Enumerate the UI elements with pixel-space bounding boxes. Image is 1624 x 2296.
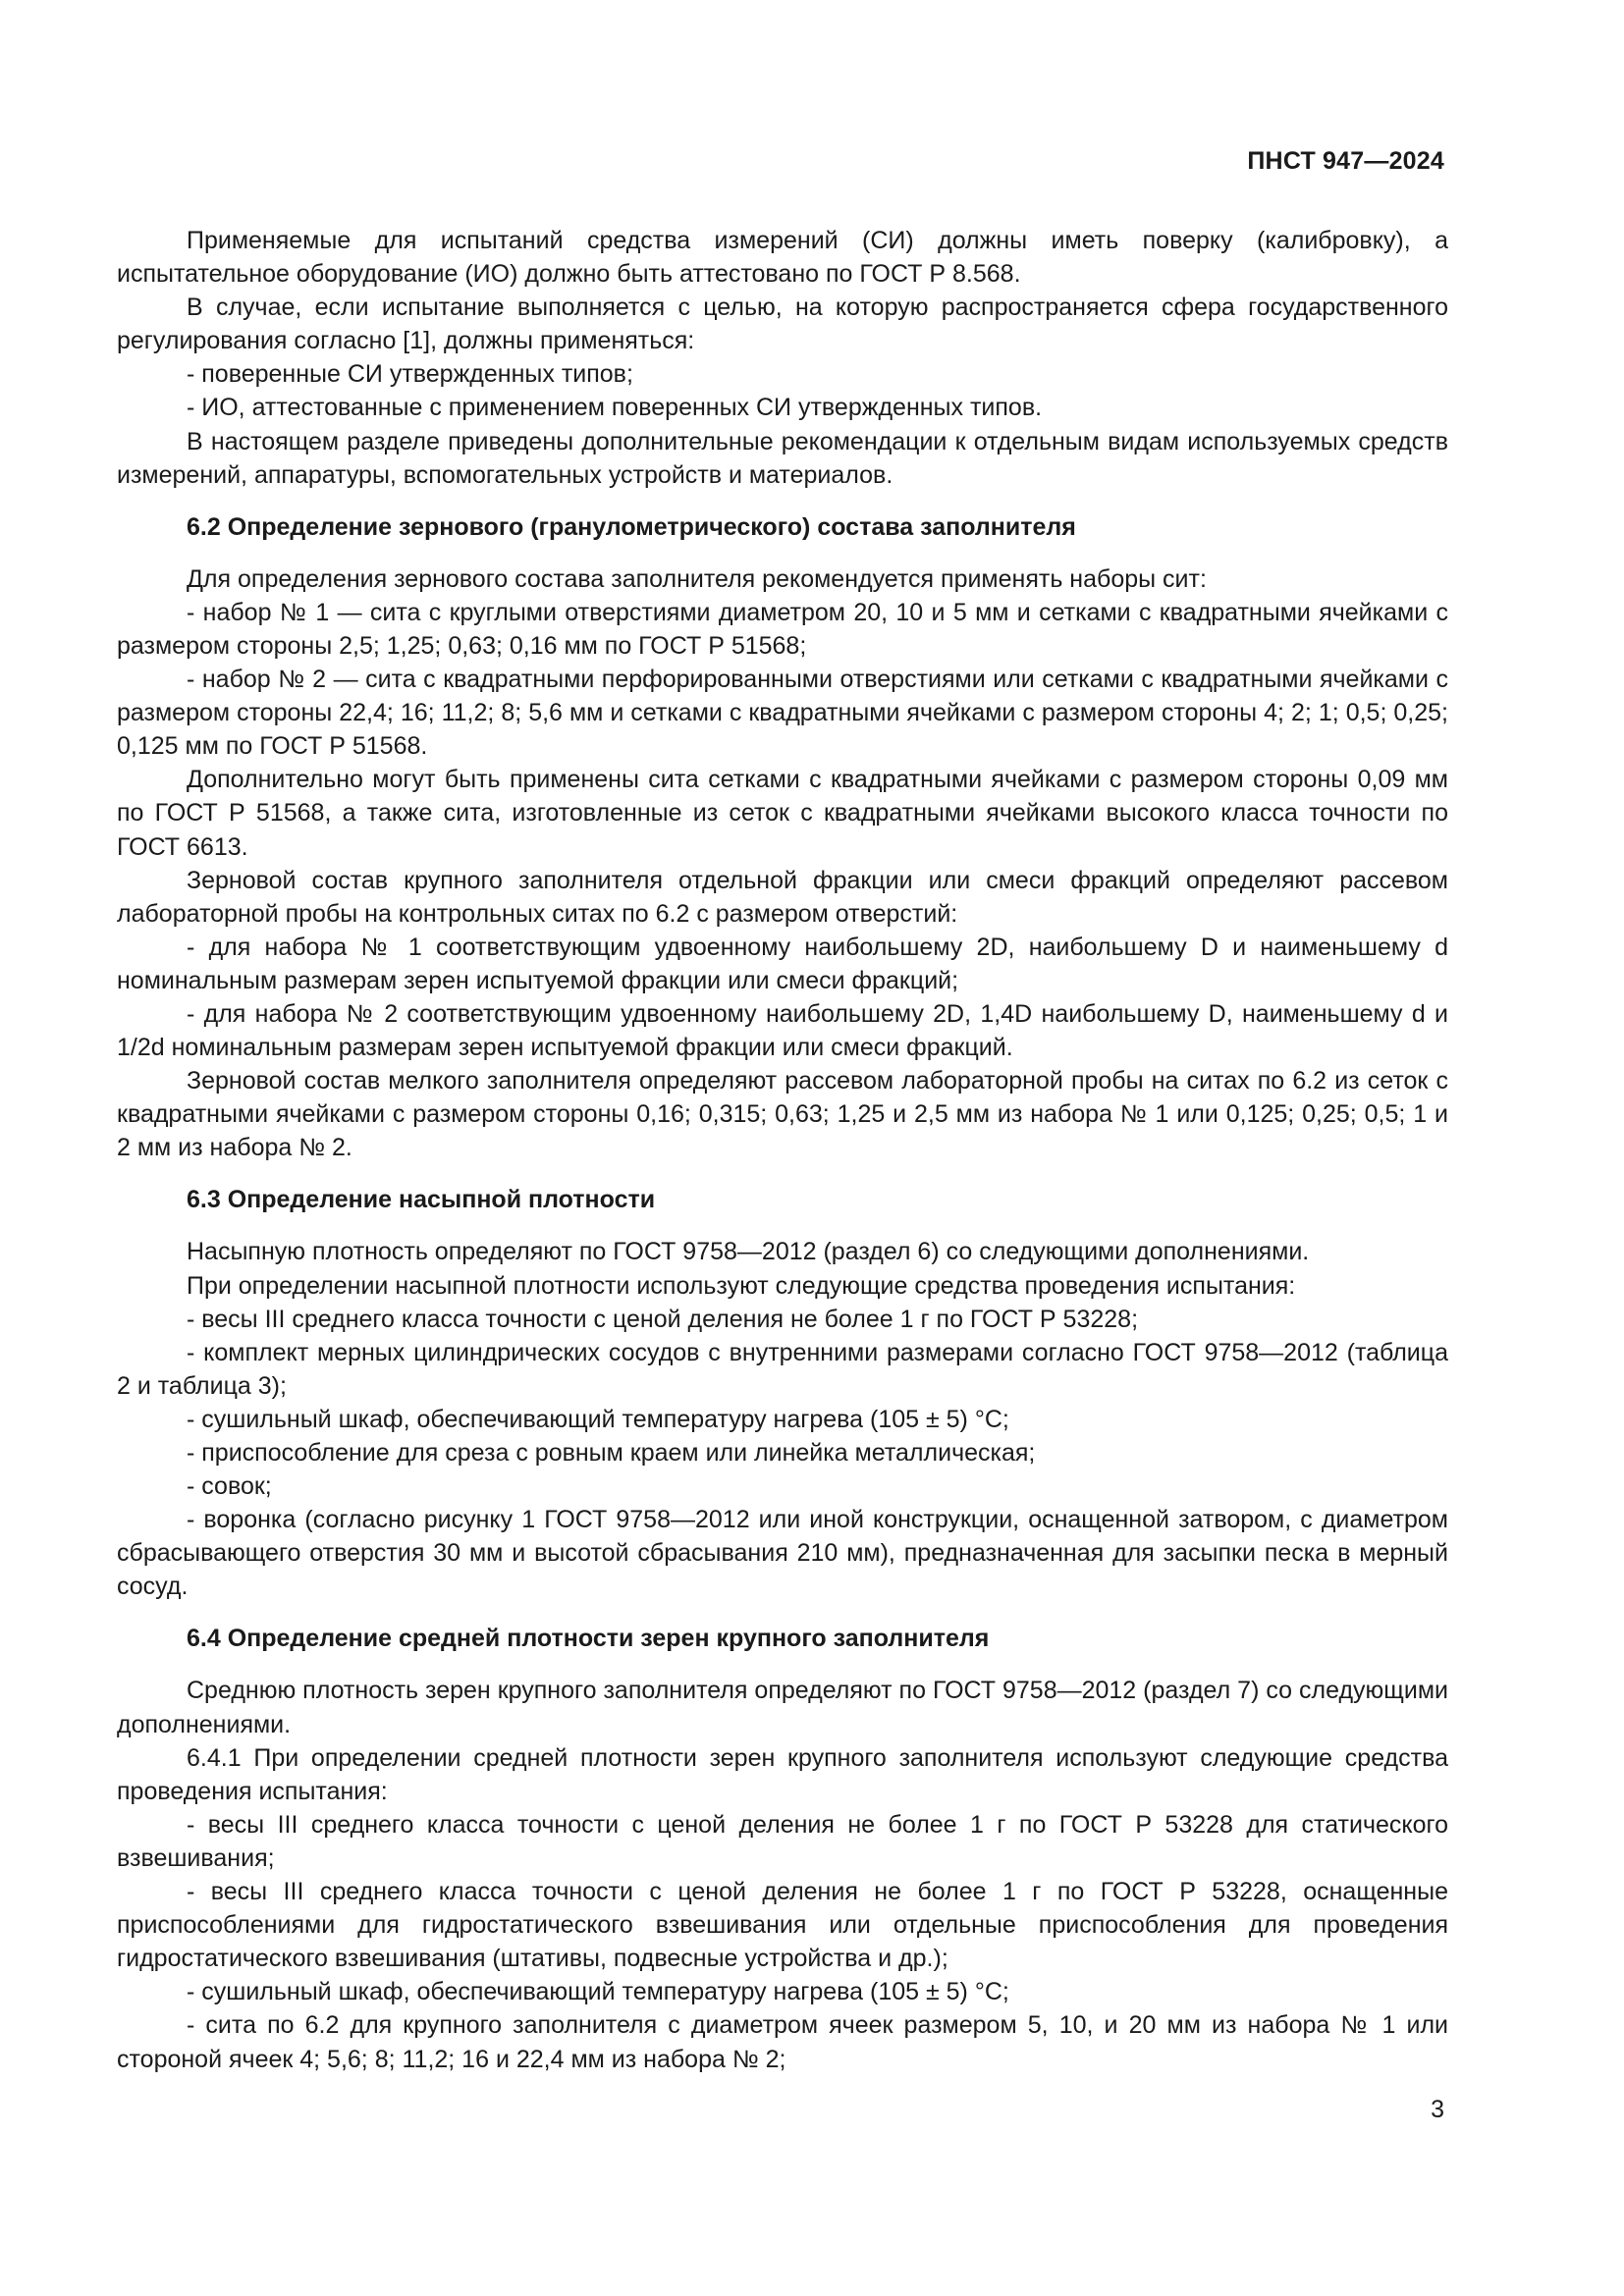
section-heading-6-2: 6.2 Определение зернового (гранулометрического) состава заполнителя: [187, 512, 1076, 541]
list-item: - набор № 1 — сита с круглыми отверстиями диаметром 20, 10 и 5 мм и сетками с квадратными ячейками с размером стороны 2,5; 1,25; 0,63; 0,16 мм по ГОСТ Р 51568;: [117, 598, 1448, 660]
paragraph: Применяемые для испытаний средства измерений (СИ) должны иметь поверку (калибровку), а испытательное оборудование (ИО) должно быть аттестовано по ГОСТ Р 8.568.: [117, 227, 1448, 289]
section-heading-6-3: 6.3 Определение насыпной плотности: [187, 1186, 656, 1214]
list-item: - весы III среднего класса точности с ценой деления не более 1 г по ГОСТ Р 53228, оснащенные приспособлениями для гидростатического взвешивания или отдельные приспособления для проведения гидростатического взвешивания (штативы, подвесные устройства и др.);: [117, 1878, 1448, 1973]
paragraph: Зерновой состав мелкого заполнителя определяют рассевом лабораторной пробы на ситах по 6.2 из сеток с квадратными ячейками с размером стороны 0,16; 0,315; 0,63; 1,25 и 2,5 мм из набора № 1 или 0,125; 0,25; 0,5; 1 и 2 мм из набора № 2.: [117, 1067, 1448, 1162]
paragraph: Среднюю плотность зерен крупного заполнителя определяют по ГОСТ 9758—2012 (раздел 7) со следующими дополнениями.: [117, 1677, 1448, 1738]
paragraph: Зерновой состав крупного заполнителя отдельной фракции или смеси фракций определяют рассевом лабораторной пробы на контрольных ситах по 6.2 с размером отверстий:: [117, 866, 1448, 928]
list-item: - сушильный шкаф, обеспечивающий температуру нагрева (105 ± 5) °С;: [187, 1978, 1009, 2006]
paragraph: При определении насыпной плотности используют следующие средства проведения испытания:: [187, 1271, 1296, 1300]
paragraph: В случае, если испытание выполняется с целью, на которую распространяется сфера государственного регулирования согласно [1], должны применяться:: [117, 294, 1448, 355]
list-item: - весы III среднего класса точности с ценой деления не более 1 г по ГОСТ Р 53228;: [187, 1305, 1139, 1333]
paragraph: Насыпную плотность определяют по ГОСТ 9758—2012 (раздел 6) со следующими дополнениями.: [187, 1238, 1310, 1266]
document-number: ПНСТ 947—2024: [1247, 147, 1444, 175]
list-item: - набор № 2 — сита с квадратными перфорированными отверстиями или сетками с квадратными ячейками с размером стороны 22,4; 16; 11,2; 8; 5,6 мм и сетками с квадратными ячейками с размером стороны 4; 2; 1; 0,5; 0,25; 0,125 мм по ГОСТ Р 51568.: [117, 666, 1448, 761]
section-heading-6-4: 6.4 Определение средней плотности зерен крупного заполнителя: [187, 1625, 990, 1653]
page-body: [117, 224, 1448, 2076]
list-item: - для набора № 2 соответствующим удвоенному наибольшему 2D, 1,4D наибольшему D, наименьшему d и 1/2d номинальным размерам зерен испытуемой фракции или смеси фракций.: [117, 999, 1448, 1062]
list-item: - сита по 6.2 для крупного заполнителя с диаметром ячеек размером 5, 10, и 20 мм из набора № 1 или стороной ячеек 4; 5,6; 8; 11,2; 16 и 22,4 мм из набора № 2;: [117, 2011, 1448, 2073]
list-item: - поверенные СИ утвержденных типов;: [187, 360, 633, 389]
page-number: 3: [1431, 2096, 1444, 2123]
list-item: - совок;: [187, 1472, 272, 1501]
list-item: - воронка (согласно рисунку 1 ГОСТ 9758—2012 или иной конструкции, оснащенной затвором, с диаметром сбрасывающего отверстия 30 мм и высотой сбрасывания 210 мм), предназначенная для засыпки песка в мерный сосуд.: [117, 1506, 1448, 1601]
list-item: - для набора № 1 соответствующим удвоенному наибольшему 2D, наибольшему D и наименьшему d номинальным размерам зерен испытуемой фракции или смеси фракций;: [117, 933, 1448, 994]
paragraph: Для определения зернового состава заполнителя рекомендуется применять наборы сит:: [187, 564, 1207, 593]
paragraph: В настоящем разделе приведены дополнительные рекомендации к отдельным видам используемых средств измерений, аппаратуры, вспомогательных устройств и материалов.: [117, 427, 1448, 489]
paragraph: Дополнительно могут быть применены сита сетками с квадратными ячейками с размером стороны 0,09 мм по ГОСТ Р 51568, а также сита, изготовленные из сеток с квадратными ячейками высокого класса точности по ГОСТ 6613.: [117, 766, 1448, 861]
list-item: - весы III среднего класса точности с ценой деления не более 1 г по ГОСТ Р 53228 для статического взвешивания;: [117, 1810, 1448, 1872]
list-item: - комплект мерных цилиндрических сосудов с внутренними размерами согласно ГОСТ 9758—2012 (таблица 2 и таблица 3);: [117, 1338, 1448, 1400]
list-item: - сушильный шкаф, обеспечивающий температуру нагрева (105 ± 5) °С;: [187, 1405, 1009, 1433]
list-item: - приспособление для среза с ровным краем или линейка металлическая;: [187, 1439, 1036, 1467]
list-item: - ИО, аттестованные с применением поверенных СИ утвержденных типов.: [187, 394, 1043, 422]
paragraph: 6.4.1 При определении средней плотности зерен крупного заполнителя используют следующие средства проведения испытания:: [117, 1743, 1448, 1805]
